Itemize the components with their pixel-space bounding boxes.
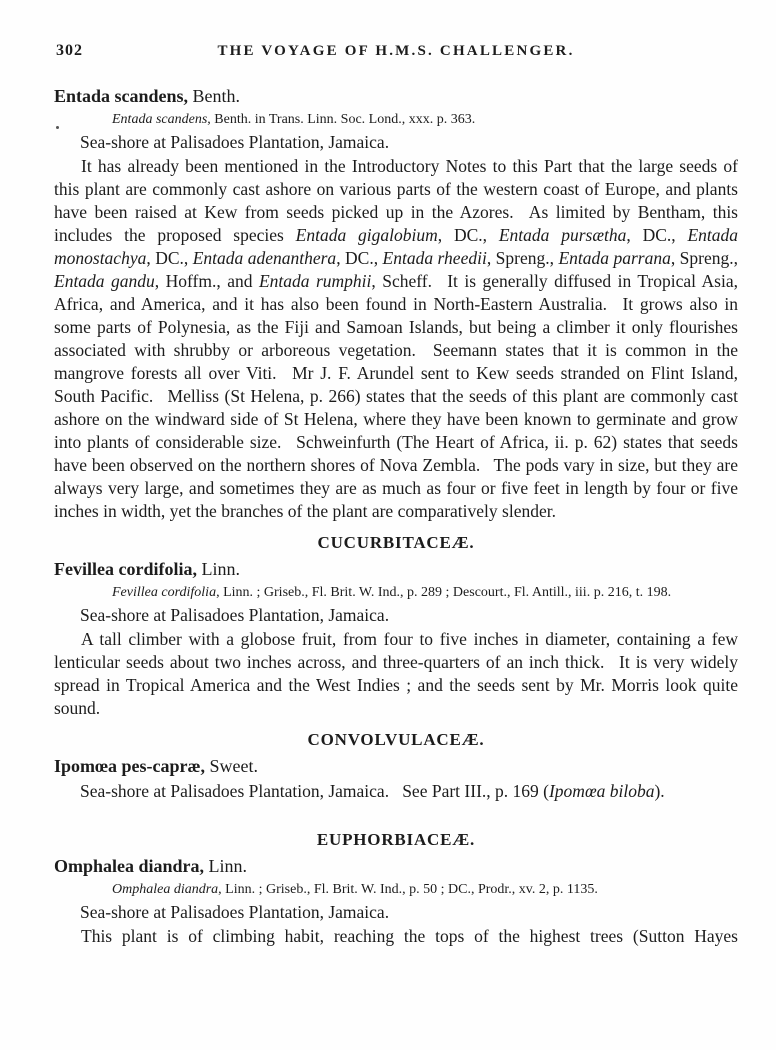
habitat: [54, 780, 738, 803]
text-segment: , Spreng.,: [670, 248, 738, 268]
text-segment: It has already been mentioned in the Introductory Notes to this Part that the large seeds of this plant are commonly cast ashore on various parts of the western coast of Europe, and plants have been raised at Kew from seeds picked up in the Azores. As limited by Bentham, this includes the proposed species: [54, 156, 738, 245]
text-segment: Benth.: [188, 86, 241, 106]
page-number: 302: [56, 42, 83, 59]
italic-text: Ipomœa biloba: [548, 781, 655, 801]
paragraph: [54, 925, 738, 948]
italic-text: Entada adenanthera: [192, 248, 337, 268]
italic-text: Entada scandens: [112, 112, 208, 127]
family-heading: [54, 729, 738, 751]
family-heading: [54, 829, 738, 851]
species-heading: [54, 557, 738, 582]
scan-speck-artifact: [56, 126, 59, 129]
italic-text: Entada rheedii: [382, 248, 487, 268]
italic-text: Entada gigalobium: [295, 225, 438, 245]
species-citation: [54, 583, 738, 603]
habitat: [54, 604, 738, 627]
species-heading: [54, 84, 738, 109]
text-segment: Sea-shore at Palisadoes Plantation, Jamaica.: [80, 902, 390, 922]
text-segment: , Linn. ; Griseb., Fl. Brit. W. Ind., p. 289 ; Descourt., Fl. Antill., iii. p. 216, t. 198.: [216, 585, 672, 600]
italic-text: Entada gandu: [54, 271, 155, 291]
species-heading: [54, 854, 738, 879]
text-segment: Linn.: [204, 856, 248, 876]
italic-text: Entada pursætha: [498, 225, 627, 245]
text-segment: , DC.,: [626, 225, 688, 245]
text-segment: CONVOLVULACEÆ.: [307, 730, 485, 749]
text-segment: , DC.,: [336, 248, 383, 268]
text-segment: ).: [654, 781, 665, 801]
family-heading: [54, 532, 738, 554]
text-segment: Sea-shore at Palisadoes Plantation, Jamaica. See Part III., p. 169 (: [80, 781, 549, 801]
text-segment: A tall climber with a globose fruit, from four to five inches in diameter, containing a few lenticular seeds about two inches across, and three-quarters of an inch thick. It is very widely spread in Tropical America and the West Indies ; and the seeds sent by Mr. Morris look quite sound.: [54, 629, 738, 718]
text-segment: Sea-shore at Palisadoes Plantation, Jamaica.: [80, 605, 390, 625]
text-segment: Sweet.: [205, 756, 258, 776]
italic-text: Fevillea cordifolia: [112, 585, 217, 600]
italic-text: Entada rumphii: [258, 271, 372, 291]
text-segment: CUCURBITACEÆ.: [317, 533, 475, 552]
text-segment: , Benth. in Trans. Linn. Soc. Lond., xxx. p. 363.: [207, 112, 476, 127]
species-heading: [54, 754, 738, 779]
text-segment: This plant is of climbing habit, reaching the tops of the highest trees (Sutton Hayes: [81, 926, 738, 946]
italic-text: Entada monostachya: [54, 225, 739, 268]
bold-text: Omphalea diandra,: [54, 856, 205, 876]
text-segment: , DC.,: [146, 248, 193, 268]
habitat: [54, 131, 738, 154]
text-segment: Linn.: [196, 559, 240, 579]
bold-text: Entada scandens,: [54, 86, 189, 106]
running-title: THE VOYAGE OF H.M.S. CHALLENGER.: [217, 43, 575, 59]
species-citation: [54, 880, 738, 900]
bold-text: Ipomœa pes-capræ,: [54, 756, 205, 776]
text-segment: , DC.,: [437, 225, 499, 245]
species-citation: [54, 110, 738, 130]
text-segment: , Scheff. It is generally diffused in Tropical Asia, Africa, and America, and it has also been found in North-Eastern Australia. It grows also in some parts of Polynesia, as the Fiji and Samoan Islands, but being a climber it only flourishes associated with shrubby or arboreous vegetation. Seemann states that it is common in the mangrove forests all over Viti. Mr J. F. Arundel sent to Kew seeds stranded on Flint Island, South Pacific. Melliss (St Helena, p. 266) states that the seeds of this plant are commonly cast ashore on the windward side of St Helena, where they have been known to germinate and grow into plants of considerable size. Schweinfurth (The Heart of Africa, ii. p. 62) states that seeds have been observed on the northern shores of Nova Zembla. The pods vary in size, but they are always very large, and sometimes they are as much as four or five feet in length by four or five inches in width, yet the branches of the plant are comparatively slender.: [54, 271, 738, 521]
page-content: [54, 84, 738, 948]
paragraph: [54, 155, 738, 523]
text-segment: , Spreng.,: [486, 248, 559, 268]
habitat: [54, 901, 738, 924]
text-segment: Sea-shore at Palisadoes Plantation, Jamaica.: [80, 132, 390, 152]
text-segment: , Linn. ; Griseb., Fl. Brit. W. Ind., p. 50 ; DC., Prodr., xv. 2, p. 1135.: [218, 882, 598, 897]
text-segment: EUPHORBIACEÆ.: [316, 830, 476, 849]
page-header: [54, 42, 738, 64]
text-segment: , Hoffm., and: [154, 271, 259, 291]
paragraph: [54, 628, 738, 720]
bold-text: Fevillea cordifolia,: [54, 559, 197, 579]
italic-text: Entada parrana: [558, 248, 671, 268]
italic-text: Omphalea diandra: [112, 882, 219, 897]
